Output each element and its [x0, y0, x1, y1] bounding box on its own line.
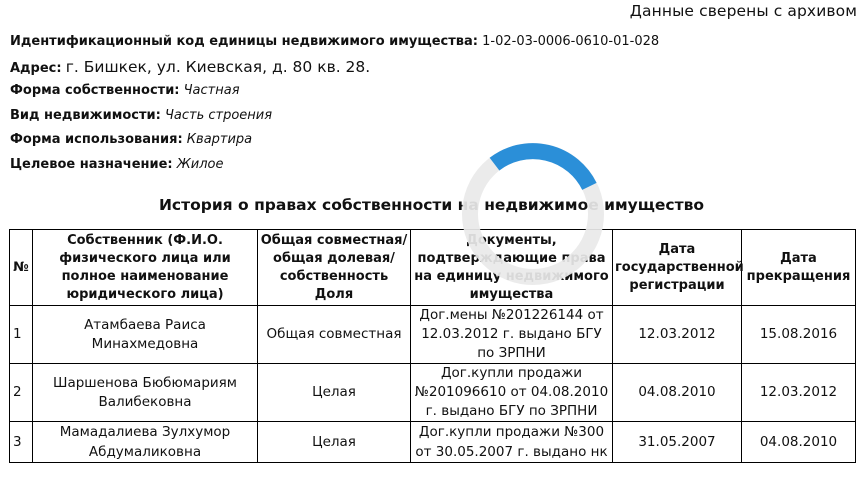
property-id-label: Идентификационный код единицы недвижимого имущества:: [10, 34, 478, 49]
purpose-row: [10, 153, 853, 178]
row-reg-date: 04.08.2010: [613, 364, 742, 422]
row-share: Общая совместная: [258, 306, 411, 364]
row-num: 2: [10, 364, 33, 422]
row-share: Целая: [258, 422, 411, 463]
row-docs: Дог.мены №201226144 от 12.03.2012 г. выдано БГУ по ЗРПНИ: [411, 306, 613, 364]
address-value: г. Бишкек, ул. Киевская, д. 80 кв. 28.: [65, 57, 371, 76]
row-end-date: 12.03.2012: [742, 364, 856, 422]
row-num: 3: [10, 422, 33, 463]
property-type-label: Вид недвижимости:: [10, 107, 161, 123]
address-row: [10, 55, 853, 80]
row-owner: Мамадалиева Зулхумор Абдумаликовна: [33, 422, 258, 463]
header-owner: Собственник (Ф.И.О. физического лица или полное наименование юридического лица): [33, 230, 258, 306]
purpose-label: Целевое назначение:: [10, 156, 173, 172]
archive-status-text: Данные сверены с архивом: [629, 2, 857, 20]
row-owner: Шаршенова Бюбюмариям Валибековна: [33, 364, 258, 422]
row-reg-date: 12.03.2012: [613, 306, 742, 364]
ownership-form-label: Форма собственности:: [10, 83, 180, 98]
ownership-form-row: [10, 79, 853, 104]
row-docs: Дог.купли продажи №300 от 30.05.2007 г. выдано нк: [411, 422, 613, 463]
property-type-value: Часть строения: [164, 107, 273, 123]
property-type-row: [10, 104, 853, 129]
ownership-form-value: Частная: [183, 83, 240, 98]
purpose-value: Жилое: [176, 156, 224, 172]
header-end-date: Дата прекращения: [742, 230, 856, 306]
row-end-date: 04.08.2010: [742, 422, 856, 463]
usage-form-value: Квартира: [186, 132, 253, 147]
row-docs: Дог.купли продажи №201096610 от 04.08.2010 г. выдано БГУ по ЗРПНИ: [411, 364, 613, 422]
row-share: Целая: [258, 364, 411, 422]
table-row: [10, 422, 856, 463]
property-id-row: [10, 30, 853, 55]
row-end-date: 15.08.2016: [742, 306, 856, 364]
header-reg-date: Дата государственной регистрации: [613, 230, 742, 306]
usage-form-label: Форма использования:: [10, 132, 183, 147]
row-num: 1: [10, 306, 33, 364]
row-owner: Атамбаева Раиса Минахмедовна: [33, 306, 258, 364]
header-docs: Документы, подтверждающие права на единицу недвижимого имущества: [411, 230, 613, 306]
row-reg-date: 31.05.2007: [613, 422, 742, 463]
address-label: Адрес:: [10, 60, 62, 76]
table-row: [10, 306, 856, 364]
table-row: [10, 364, 856, 422]
table-header-row: [10, 230, 856, 306]
ownership-history-title: История о правах собственности на недвижимое имущество: [158, 196, 705, 214]
header-share: Общая совместная/ общая долевая/ собственность Доля: [258, 230, 411, 306]
property-id-value: 1-02-03-0006-0610-01-028: [482, 34, 660, 49]
header-num: №: [10, 230, 33, 306]
property-info: [10, 30, 853, 177]
usage-form-row: [10, 128, 853, 153]
ownership-history-table: [9, 229, 856, 463]
